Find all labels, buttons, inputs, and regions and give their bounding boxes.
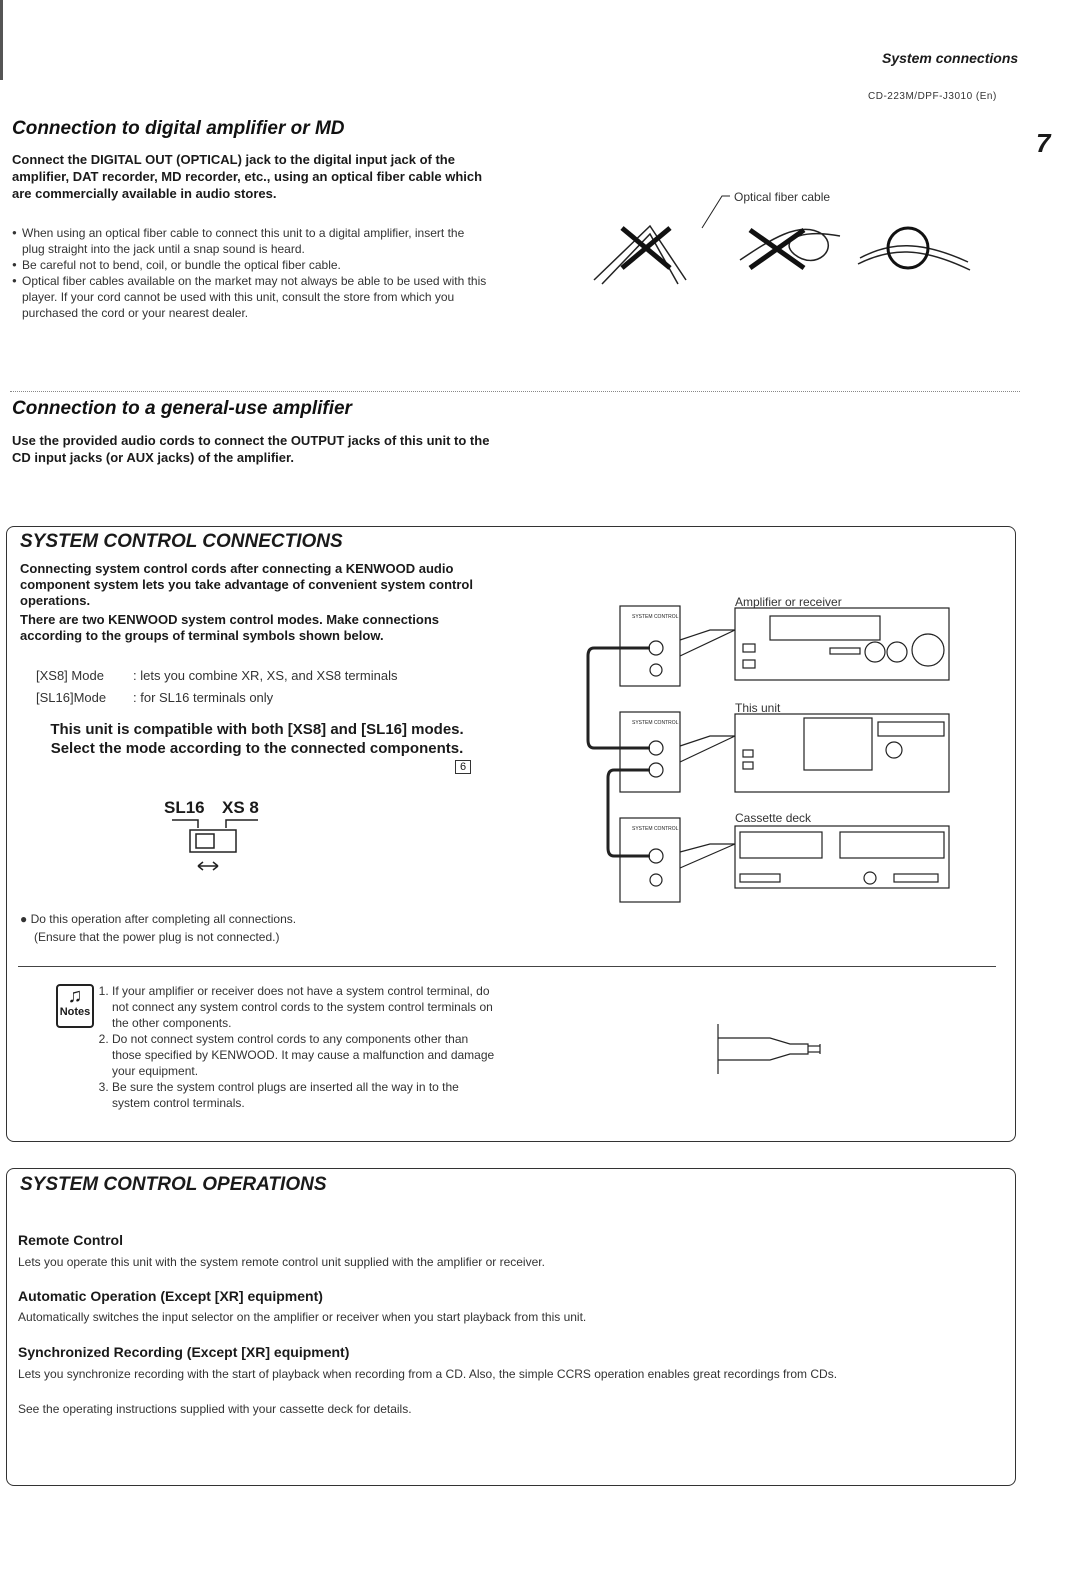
digital-bullets: [12, 225, 488, 321]
remote-control-text: Lets you operate this unit with the system remote control unit supplied with the amplifier or receiver.: [18, 1255, 545, 1269]
general-section-title: Connection to a general-use amplifier: [12, 398, 352, 419]
operation-note-text: Do this operation after completing all connections.: [30, 912, 297, 926]
binding-edge-mark: [0, 0, 3, 80]
device-label-this-unit: This unit: [735, 701, 781, 715]
synchronized-recording-text: Lets you synchronize recording with the start of playback when recording from a CD. Also, the simple CCRS operation enables great recordings from CDs.: [18, 1367, 838, 1381]
sco-title: SYSTEM CONTROL OPERATIONS: [20, 1174, 327, 1195]
remote-control-head: Remote Control: [18, 1232, 123, 1248]
note-3: 3. Be sure the system control plugs are inserted all the way in to the system control terminals.: [112, 1079, 498, 1111]
digital-bullet-2: ● Be careful not to bend, coil, or bundle the optical fiber cable.: [12, 257, 488, 273]
automatic-operation-head: Automatic Operation (Except [XR] equipment): [18, 1288, 323, 1304]
section-divider: [10, 391, 1020, 392]
cassette-instructions-note: See the operating instructions supplied with your cassette deck for details.: [18, 1402, 412, 1416]
svg-text:SYSTEM CONTROL: SYSTEM CONTROL: [632, 720, 679, 726]
device-label-amplifier: Amplifier or receiver: [735, 595, 842, 609]
scc-intro-1: Connecting system control cords after connecting a KENWOOD audio component system lets you take advantage of convenient system control operations.: [20, 561, 473, 608]
note-2: 2. Do not connect system control cords to any components other than those specified by KENWOOD. It may cause a malfunction and damage your equipment.: [112, 1031, 498, 1079]
page-reference: 6: [455, 760, 471, 774]
compatibility-note: This unit is compatible with both [XS8] and [SL16] modes. Select the mode according to the connected components.: [50, 721, 464, 757]
note-1: 1. If your amplifier or receiver does not have a system control terminal, do not connect any system control cords to the system control terminals on the other components.: [112, 983, 498, 1031]
digital-intro: Connect the DIGITAL OUT (OPTICAL) jack to the digital input jack of the amplifier, DAT recorder, MD recorder, etc., using an optical fiber cable which are commercially available in audio stores.: [12, 152, 483, 201]
mode-xs8-label: [XS8] Mode: [36, 668, 104, 683]
notes-divider: [18, 966, 996, 967]
general-text: Use the provided audio cords to connect the OUTPUT jacks of this unit to the CD input jacks (or AUX jacks) of the amplifier.: [12, 433, 490, 465]
system-control-operations-box: [6, 1168, 1016, 1486]
switch-label-xs8: XS 8: [222, 798, 259, 817]
page-number: 7: [1036, 128, 1051, 158]
svg-text:SYSTEM CONTROL: SYSTEM CONTROL: [632, 614, 679, 620]
mode-sl16-desc: : for SL16 terminals only: [133, 690, 274, 705]
mode-sl16-label: [SL16]Mode: [36, 690, 107, 705]
mode-switch-icon: [160, 816, 270, 876]
notes-icon: ♫ Notes: [56, 984, 94, 1028]
synchronized-recording-head: Synchronized Recording (Except [XR] equipment): [18, 1344, 350, 1360]
operation-note: ● Do this operation after completing all connections.: [20, 912, 297, 926]
optical-cable-label: Optical fiber cable: [734, 190, 831, 204]
system-control-connection-diagram: [580, 600, 960, 915]
notes-list: [96, 983, 498, 1111]
scc-title: SYSTEM CONTROL CONNECTIONS: [20, 531, 343, 552]
device-label-cassette: Cassette deck: [735, 811, 812, 825]
switch-label-sl16: SL16: [164, 798, 205, 817]
digital-section-title: Connection to digital amplifier or MD: [12, 118, 345, 139]
running-header: System connections: [882, 50, 1019, 66]
svg-text:SYSTEM CONTROL: SYSTEM CONTROL: [632, 826, 679, 832]
scc-intro-2: There are two KENWOOD system control modes. Make connections according to the groups of terminal symbols shown below.: [20, 612, 439, 643]
digital-bullet-3: ● Optical fiber cables available on the market may not always be able to be used with this player. If your cord cannot be used with this unit, consult the store from which you purchased the cord or your nearest dealer.: [12, 273, 488, 321]
model-number: CD-223M/DPF-J3010 (En): [868, 91, 997, 102]
optical-cable-illustration: [590, 190, 990, 290]
mode-xs8-desc: : lets you combine XR, XS, and XS8 terminals: [133, 668, 398, 683]
digital-bullet-1: ● When using an optical fiber cable to connect this unit to a digital amplifier, insert the plug straight into the jack until a snap sound is heard.: [12, 225, 488, 257]
automatic-operation-text: Automatically switches the input selector on the amplifier or receiver when you start playback from this unit.: [18, 1310, 587, 1324]
plug-illustration: [710, 1022, 850, 1078]
power-plug-note: (Ensure that the power plug is not connected.): [34, 930, 280, 944]
